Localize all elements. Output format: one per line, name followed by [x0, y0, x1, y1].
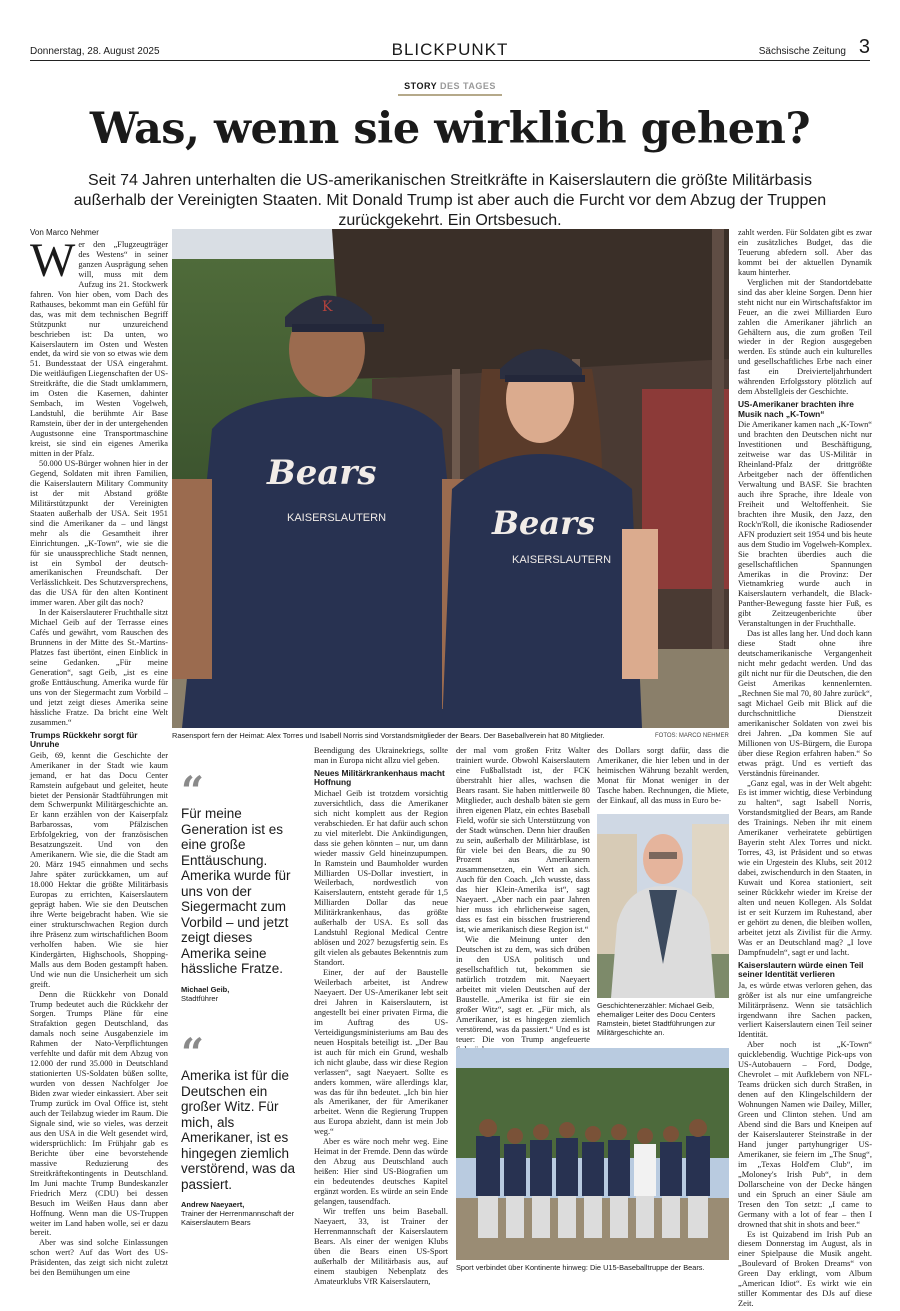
team-photo [456, 1048, 729, 1260]
quote-text: Amerika ist für die Deutschen ein großer Witz. Für mich, als Amerikaner, ist es hingegen ziemlich verstörend, was da passiert. [181, 1068, 296, 1192]
quote-author: Michael Geib, [181, 984, 230, 994]
geib-photo [597, 814, 729, 998]
article-column-3 [314, 746, 448, 1286]
article-paragraph: Die Amerikaner kamen nach „K-Town“ und brachten den Deutschen nicht nur Investitionen und Beschäftigung, zeitweise war das US-Militär in Rheinland-Pfalz der drittgrößte Arbeitgeber nach der öffentlichen Verwaltung und BASF. Sie brachten auch ihre Sprache, ihre Ideale von Freiheit und Weltoffenheit. Sie brachten ihre Musik, den Jazz, den Rock'n'Roll, die ikonische Radiosender AFN produziert seit 1954 und bis heute aus dem Studio im Vogelweh-Komplex. Sie brachten überdies auch die gesellschaftlichen Spannungen Amerikas in die Provinz: Der Vietnamkrieg wurde auch in Kaiserslautern verhandelt, die Black-Panther-Bewegung fasste hier Fuß, es gibt Zeitzeugenberichte über Veranstaltungen in der Fruchthalle. [738, 420, 872, 629]
svg-text:KAISERSLAUTERN: KAISERSLAUTERN [287, 512, 387, 524]
photo-credit: FOTOS: MARCO NEHMER [655, 733, 729, 739]
story-kicker [0, 81, 900, 96]
article-paragraph: Wir treffen uns beim Baseball. Naeyaert, 33, ist Trainer der Herrenmannschaft der Kaiserslautern Bears. Als einer der wenigen Klubs üben die Bears einen US-Sport außerhalb der Militärbasis aus, auf einem staubigen Nebenplatz des Amateurklubs VfR Kaiserslautern, [314, 1206, 448, 1286]
article-paragraph: des Dollars sorgt dafür, dass die Amerikaner, die hier leben und in der heimischen Währung bezahlt werden, Monat für Monat weniger in der Tasche haben. Rechnungen, die Miete, der Einkauf, all das muss in Euro be- [597, 746, 729, 805]
subheading: Kaiserslautern würde einen Teil seiner Identität verlieren [738, 959, 864, 980]
quote-role: Stadtführer [181, 993, 219, 1003]
article-paragraph: Wer den „Flugzeugträger des Westens“ in seiner ganzen Ausprägung sehen will, muss mit dem Aufzug ins 21. Stockwerk fahren. Von hier oben, vom Dach des Rathauses, bekommt man ein Gefühl für das, was mit dem technischen Begriff Stützpunkt nur unzureichend beschrieben ist: Da unten, wo Kaiserslautern im Osten und Westen endet, da wird sie von so etwas wie dem 51. Bundesstaat der USA eingerahmt. Die weitläufigen Liegenschaften der US-Streitkräfte, die die Stadt umklammern, im Osten die Kasernen, dahinter Sembach, im Westen Vogelweh, Landstuhl, die berühmte Air Base Ramstein, über der in der untergehenden Augustsonne eine Transportmaschine kreist, sie sind ein eigenes Amerika mitten in der Pfalz. [30, 234, 168, 459]
subheading: Neues Militärkrankenhaus macht Hoffnung [314, 767, 445, 788]
page-header [30, 38, 870, 61]
newspaper-name: Sächsische Zeitung [758, 46, 846, 57]
article-paragraph: „Ganz egal, was in der Welt abgeht: Es ist immer wichtig, diese Verbindung zu halten“, sagt Isabell Norris, Vorstandsmitglied der Bears, am Rande des Trainings. Neben ihr mit einem Amerikaner verheiratete gebürtigen Bayerin steht Alex Torres und nickt. Torres, 43, ist Präsident und so etwas wie ein Urgestein des Klubs, seit 2012 dabei, zwischendurch in den Staaten, in Kuwait und Korea stationiert, seit seiner Rückkehr wieder im Kreise der alten und neuen Kollegen. Als Soldat ist er seit Kurzem im Ruhestand, aber er gehört zu denen, die bleiben wollen, arbeitet jetzt als Zivilist für die Army. Was er an Deutschland mag? „I love Dampfnudeln“, sagt er und lacht. [738, 778, 872, 957]
svg-text:Bears: Bears [492, 504, 596, 542]
drop-cap: W [30, 234, 76, 287]
team-photo-caption: Sport verbindet über Kontinente hinweg: Die U15-Baseballtruppe der Bears. [456, 1263, 705, 1272]
svg-text:K: K [322, 299, 333, 315]
section-title: BLICKPUNKT [391, 40, 509, 59]
article-paragraph: 50.000 US-Bürger wohnen hier in der Gegend, Soldaten mit ihren Familien, die Kaiserslautern Military Community ist der mit Abstand größte Militärstützpunkt der Vereinigten Staaten außerhalb der USA. Seit 1951 sind die Amerikaner da – und längst mehr als die Gesamtheit ihrer Einrichtungen. „K-Town“, wie sie die für sie unaussprechliche Stadt nennen, ist ein Symbol der deutsch-amerikanischen Freundschaft. Der Verlässlichkeit. Des Schutzversprechens, das die USA für den alten Kontinent immer waren. Aber gilt das noch? [30, 458, 168, 608]
article-column-1 [30, 234, 168, 1278]
geib-photo-caption: Geschichtenerzähler: Michael Geib, ehemaliger Leiter des Docu Centers Ramstein, bietet Stadtführungen zur Militärgeschichte an. [597, 1001, 716, 1037]
article-paragraph: zahlt werden. Für Soldaten gibt es zwar ein zusätzliches Budget, das die Teuerung abfedern soll. Aber das kommt bei der aktuellen Dynamik kaum hinterher. [738, 228, 872, 277]
article-paragraph: Aber was sind solche Einlassungen schon wert? Auf das Wort des US-Präsidenten, das zeigt sich nicht zuletzt bei den Bemühungen um eine [30, 1238, 168, 1278]
subheading: US-Amerikaner brachten ihre Musik nach „K-Town“ [738, 399, 854, 419]
article-paragraph: Aber noch ist „K-Town“ quicklebendig. Wuchtige Pick-ups von US-Autobauern – Ford, Dodge, Chevrolet – mit Aufklebern von NFL-Teams drücken sich durch Straßen, in denen auf den Klingelschildern der Wohnungen Namen wie Dailey, Miller, Green und Clinton stehen. Und am Abend sind die Bars und Kneipen auf der Kaiserslauterer Steinstraße in der Hand junger partyhungriger US-Amerikaner, sie feiern im „The Snug“, im „Texas Hold'em Club“, im „Moloney's Irish Pub“, in dem Dollarscheine von der Decke hängen und ein Spruch an einer Säule am Tresen den Ton setzt: „I came to Germany with a lot of fear – then I drowned that shit in shots and beer.“ [738, 1040, 872, 1229]
lead-paragraph: Seit 74 Jahren unterhalten die US-amerikanischen Streitkräfte in Kaiserslautern die größte Militärbasis außerhalb der Vereinigten Staaten. Mit Donald Trump ist aber auch die Furcht vor dem Abzug der Truppen zurückgekehrt. Ein Ortsbesuch. [73, 172, 827, 229]
pull-quote-1 [181, 768, 303, 1003]
article-paragraph: Geib, 69, kennt die Geschichte der Amerikaner in der Stadt wie kaum jemand, er hat das Docu Center Ramstein aufgebaut und geleitet, heute bietet der Pensionär Stadtführungen mit dem Schwerpunkt Militärgeschichte an. Er kann erzählen von der Kaiserpfalz Barbarossas, vom Pfälzischen Erbfolgekrieg, von der französischen Besatzungszeit. Und von den Amerikanern. Wie sie, die die Stadt am 20. März 1945 einnahmen und sechs Jahre später zurückkamen, um auf 18.000 Hektar die größte Militärbasis Europas zu errichten, Kaiserslautern geprägt haben. Wie sie den Deutschen ihre Werte beigebracht haben. Wie sie einer strukturschwachen Region durch ihre Präsenz zum wirtschaftlichen Boom verholfen haben. Wie sie hier Kindergärten, Highschools, Shopping-Malls aus dem Boden gestampft haben. Und wie nun die Unsicherheit um sich greift. [30, 750, 168, 989]
main-photo-caption: Rasensport fern der Heimat: Alex Torres und Isabell Norris sind Vorstandsmitglieder der Bears. Der Baseballverein hat 80 Mitglieder. [172, 731, 605, 740]
article-paragraph: Michael Geib ist trotzdem vorsichtig zuversichtlich, dass die Amerikaner sich nicht komplett aus der Region verabschieden. Er hat dafür auch schon zu viel miterlebt. Die Ankündigungen, dass sie gehen könnten – nur, um dann wieder massiv Geld hineinzupumpen. In Ramstein und Baumholder wurden Milliarden US-Dollar investiert, in Weilerbach, nordwestlich von Kaiserslautern, entsteht gerade für 1,5 Milliarden Dollar das neue Militärkrankenhaus, das größte außerhalb der USA. Es soll das Landstuhl Regional Medical Centre ablösen und 2027 bezugsfertig sein. Es gilt vielen als gebautes Bekenntnis zum Standort. [314, 788, 448, 968]
svg-text:Bears: Bears [267, 453, 377, 493]
article-paragraph: Aber es wäre noch mehr weg. Eine Heimat in der Fremde. Denn das würde den Abzug aus Deutschland auch heißen: Hier sind US-Biografien um ein bedeutendes deutsches Kapitel ergänzt worden. Es würde an sein Ende gelangen, tausendfach. [314, 1137, 448, 1206]
page-number: 3 [858, 36, 870, 58]
kicker-des-tages: DES TAGES [440, 81, 496, 91]
headline: Was, wenn sie wirklich gehen? [89, 104, 811, 154]
article-paragraph: Beendigung des Ukrainekriegs, sollte man in Europa nicht allzu viel geben. [314, 746, 448, 765]
subheading: Trumps Rückkehr sorgt für Unruhe [30, 729, 138, 750]
main-photo [172, 229, 729, 728]
article-paragraph: Das ist alles lang her. Und doch kann diese Stadt ohne ihre deutschamerikanische Vergangenheit nicht mehr gedacht werden. Und das gilt nicht nur für die Deutschen, die den Geist Amerikas kennenlernten. „Rechnen Sie mal 70, 80 Jahre zurück“, sagt Michael Geib mit Blick auf die durchschnittliche Dienstzeit amerikanischer Soldaten von zwei bis drei Jahren. „Da kommen Sie auf Millionen von US-Bürgern, die Europa über diese Region erfahren haben.“ So etwas prägt. Und es vertieft das Verständnis füreinander. [738, 629, 872, 778]
kicker-rule [398, 94, 502, 96]
article-paragraph: Einer, der auf der Baustelle Weilerbach arbeitet, ist Andrew Naeyaert. Der US-Amerikaner lebt seit drei Jahren in Kaiserslautern, ist angestellt bei einer privaten Firma, die im Auftrag des US-Verteidigungsministeriums am Bau des neuen Hospitals beteiligt ist. „Der Bau ist auch für mich ein Grund, weshalb ich nicht glaube, dass wir diese Region verlassen“, sagt Naeyaert. Sollte es anders kommen, wäre allerdings klar, was das für ihn bedeutet. „Ich bin hier als Amerikaner, der für Amerikaner arbeitet. Wenn die Regierung Truppen aus Europa abzieht, dann ist mein Job weg.“ [314, 968, 448, 1137]
article-paragraph: Verglichen mit der Standortdebatte sind das aber kleine Sorgen. Denn hier steht nicht nur ein Wirtschaftsfaktor im Feuer, an die zwei Milliarden Euro zahlen die Amerikaner jährlich an Gehältern aus, die zum großen Teil wieder in der Region ausgegeben werden. Es stünde auch ein kulturelles und gesellschaftliches Erbe nach einer fast ein Dreivierteljahrhundert währenden Erfolgsstory plötzlich auf dem Abstellgleis der Geschichte. [738, 277, 872, 397]
article-paragraph: Denn die Rückkehr von Donald Trump bedeutet auch die Rückkehr der Sorgen. Trumps Pläne für eine Strafaktion gegen Deutschland, das damals noch seine Ausgabenziele im Rahmen der Nato-Verpflichtungen verfehlte und dafür mit dem Abzug von 12.000 der rund 35.000 in Deutschland stationierten US-Soldaten büßen sollte, wurden von dessen Nachfolger Joe Biden zwar wieder einkassiert. Aber seit Trump zurück im Oval Office ist, steht auch der Teilabzug wieder im Raum. Die Signale sind, wie so vieles, was derzeit aus den USA in die Welt gesendet wird, widersprüchlich: Im Frühjahr gab es Berichte über eine bevorstehende massive Reduzierung des Streitkräftekontingents in Deutschland. Im Juni machte Trump Bundeskanzler Friedrich Merz (CDU) bei dessen Besuch im Weißen Haus dann aber Hoffnung. Wenn man die US-Truppen weiter im Land haben wolle, sei er dazu bereit. [30, 989, 168, 1238]
article-paragraph: Es ist Quizabend im Irish Pub an diesem Donnerstag im August, als in einer Spielpause die Musik angeht. „Boulevard of Broken Dreams“ von Green Day erklingt, vom Album „American Idiot“. Es wirkt wie ein stiller Kommentar des DJs auf diese Zeit. [738, 1229, 872, 1309]
issue-date: Donnerstag, 28. August 2025 [30, 46, 160, 57]
article-paragraph: Wie die Meinung unter den Deutschen ist zu dem, was sich drüben in den USA politisch und gesellschaftlich tut, bekommen sie natürlich trotzdem mit. Naeyaert arbeitet mit vielen Deutschen auf der Baustelle. „Amerika ist für sie ein großer Witz“, sagt er. „Für mich, als Amerikaner, ist es hingegen ziemlich verstörend, was da passiert.“ Und es ist teuer: Die von Trump angefeuerte [456, 935, 590, 1044]
byline: Von Marco Nehmer [30, 228, 99, 237]
article-column-6 [738, 228, 872, 1309]
article-paragraph: In der Kaiserslauterer Fruchthalle sitzt Michael Geib auf der Terrasse eines Cafés und gewährt, vom Rauschen des Brunnens in der Mitte des St.-Martins-Platzes fast übertönt, einen Einblick in seine Gedanken. „Für meine Generation“, sagt Geib, „ist es eine große Enttäuschung. Amerika wurde für uns von der Siegermacht zum Vorbild – und jetzt zeigt dieses Amerika seine hässliche Fratze. Da bricht eine Welt zusammen.“ [30, 608, 168, 727]
svg-text:KAISERSLAUTERN: KAISERSLAUTERN [512, 554, 612, 566]
article-column-4 [456, 746, 590, 1042]
article-column-5 [597, 746, 729, 808]
article-paragraph: der mal vom großen Fritz Walter trainiert wurde. Obwohl Kaiserslautern eine Fußballstadt ist, der FCK überstrahlt hier alles, wachsen die Bears rasant. Sie haben mittlerweile 80 Mitglieder, auch deshalb bäten sie gern ihren eigenen Platz, ein echtes Baseball Field, wofür sie sich Unterstützung von der Stadt wünschen. Denn hier draußen zu sein, außerhalb der Militärblase, ist für viele bei den Bears, die zu 90 Prozent aus Amerikanern zusammensetzen, ein Wert an sich. Auch für den Coach. „Ich wusste, dass das hier Klein-Amerika ist“, sagt Naeyaert. „Aber nach ein paar Jahren hier muss ich ehrlicherweise sagen, dass es fast ein bisschen frustrierend ist, wie amerikanisch diese Region ist.“ [456, 746, 590, 935]
pull-quote-2 [181, 1030, 303, 1227]
quote-author: Andrew Naeyaert, [181, 1200, 245, 1209]
quote-mark-icon: “ [181, 768, 205, 815]
quote-role: Trainer der Herrenmannschaft der Kaiserslautern Bears [181, 1209, 295, 1227]
kicker-story: STORY [404, 81, 437, 91]
quote-mark-icon: “ [181, 1030, 205, 1077]
quote-text: Für meine Generation ist es eine große Enttäuschung. Amerika wurde für uns von der Siegermacht zum Vorbild – und jetzt zeigt dieses Amerika seine hässliche Fratze. [181, 806, 291, 976]
article-paragraph: Ja, es würde etwas verloren gehen, das größer ist als nur eine umfangreiche Militärpräsenz. Wenn sie tatsächlich irgendwann ihre Sachen packen, verliert Kaiserslautern einen Teil seiner Identität. [738, 980, 872, 1040]
